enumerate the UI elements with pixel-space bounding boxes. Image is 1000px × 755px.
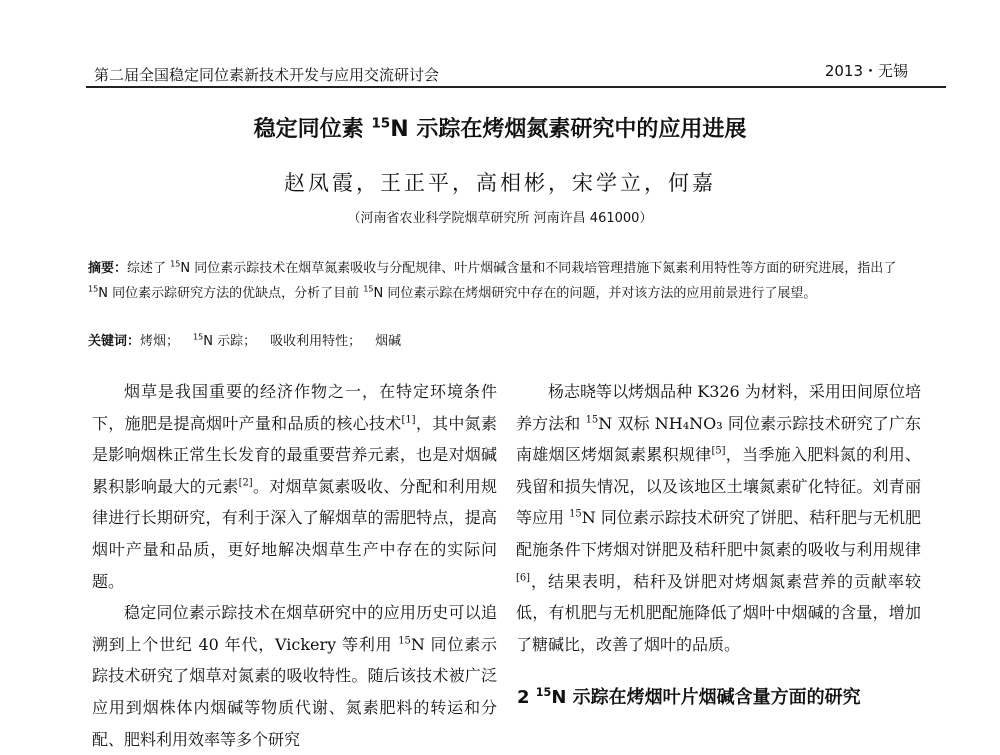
left-p1-c: 。对烟草氮素吸收、分配和利用规律进行长期研究，有利于深入了解烟草的需肥特点，提高烟叶产量和品质，更好地解决烟草生产中存在的实际问题。 [92, 476, 497, 591]
keyword-3: 吸收利用特性； [270, 334, 362, 349]
abstract-sup-2: 15 [88, 284, 99, 294]
keyword-1: 烤烟； [140, 334, 180, 349]
keyword-2-text: N 示踪； [203, 334, 257, 349]
keyword-2 [193, 334, 256, 349]
citation-2: [2] [238, 477, 253, 489]
date-place: 2013・无锡 [824, 62, 908, 80]
section-2-heading [517, 683, 937, 709]
right-p-c: ，当季施入肥料氮的利用、残留和损失情况，以及该地区土壤氮素矿化特征。刘青丽等应用 [516, 445, 921, 528]
body-left-column [92, 376, 497, 755]
abstract-text-2: N 同位素示踪技术在烟草氮素吸收与分配规律、叶片烟碱含量和不同栽培管理措施下氮素利用特性等方面的研究进展，指出了 [180, 261, 897, 276]
abstract-label: 摘要： [88, 261, 128, 276]
keywords-label: 关键词： [88, 334, 141, 349]
citation-6: [6] [516, 572, 531, 584]
abstract [88, 256, 906, 306]
keyword-4: 烟碱 [375, 334, 402, 349]
right-sup-2: 15 [569, 509, 582, 521]
left-p1-b: ，其中氮素是影响烟株正常生长发育的最重要营养元素，也是对烟碱累积影响最大的元素 [92, 413, 497, 496]
abstract-text-4: N 同位素示踪在烤烟研究中存在的问题，并对该方法的应用前景进行了展望。 [373, 286, 817, 301]
right-sup-1: 15 [585, 414, 599, 426]
title-pre: 稳定同位素 [253, 117, 372, 142]
left-p2-b: N 同位素示踪技术研究了烟草对氮素的吸收特性。随后该技术被广泛应用到烟株体内烟碱等物质代谢、氮素肥料的转运和分配、肥料利用效率等多个研究 [92, 634, 497, 749]
citation-5: [5] [711, 445, 726, 457]
running-header [86, 56, 946, 88]
right-paragraph-1 [516, 376, 921, 660]
keyword-2-sup: 15 [193, 332, 204, 342]
body-right-column [516, 376, 921, 660]
left-p2-a: 稳定同位素示踪技术在烟草研究中的应用历史可以追溯到上个世纪 40 年代，Vickery 等利用 [92, 603, 497, 654]
left-paragraph-2 [92, 597, 497, 755]
right-p-a: 杨志晓等以烤烟品种 K326 为材料，采用田间原位培养方法和 [516, 382, 921, 433]
citation-1: [1] [401, 414, 416, 426]
left-paragraph-1 [92, 376, 497, 597]
right-p-d: N 同位素示踪技术研究了饼肥、秸秆肥与无机肥配施条件下烤烟对饼肥及秸秆肥中氮素的吸收与利用规律 [516, 508, 921, 559]
paper-title [0, 112, 1000, 143]
abstract-sup-3: 15 [363, 284, 374, 294]
section-2-number: 2 [517, 687, 536, 708]
affiliation: （河南省农业科学院烟草研究所 河南许昌 461000） [347, 211, 653, 226]
left-p1-a: 烟草是我国重要的经济作物之一，在特定环境条件下，施肥是提高烟叶产量和品质的核心技术 [92, 382, 497, 433]
right-p-e: ，结果表明，秸秆及饼肥对烤烟氮素营养的贡献率较低，有机肥与无机肥配施降低了烟叶中烟碱的含量，增加了糖碱比，改善了烟叶的品质。 [516, 571, 921, 654]
conference-name: 第二届全国稳定同位素新技术开发与应用交流研讨会 [94, 66, 440, 84]
section-2-sup: 15 [535, 686, 552, 699]
abstract-text-3: N 同位素示踪研究方法的优缺点，分析了目前 [98, 286, 364, 301]
left-p2-sup: 15 [398, 635, 411, 647]
abstract-sup-1: 15 [170, 259, 181, 269]
title-isotope-superscript: 15 [371, 115, 391, 132]
section-2-text: N 示踪在烤烟叶片烟碱含量方面的研究 [551, 687, 861, 708]
title-post: N 示踪在烤烟氮素研究中的应用进展 [390, 117, 747, 142]
authors: 赵凤霞，王正平，高相彬，宋学立，何嘉 [284, 171, 716, 195]
keywords [88, 330, 906, 349]
right-p-b: N 双标 NH₄NO₃ 同位素示踪技术研究了广东南雄烟区烤烟氮素累积规律 [516, 413, 921, 465]
abstract-text-1: 综述了 [127, 261, 171, 276]
